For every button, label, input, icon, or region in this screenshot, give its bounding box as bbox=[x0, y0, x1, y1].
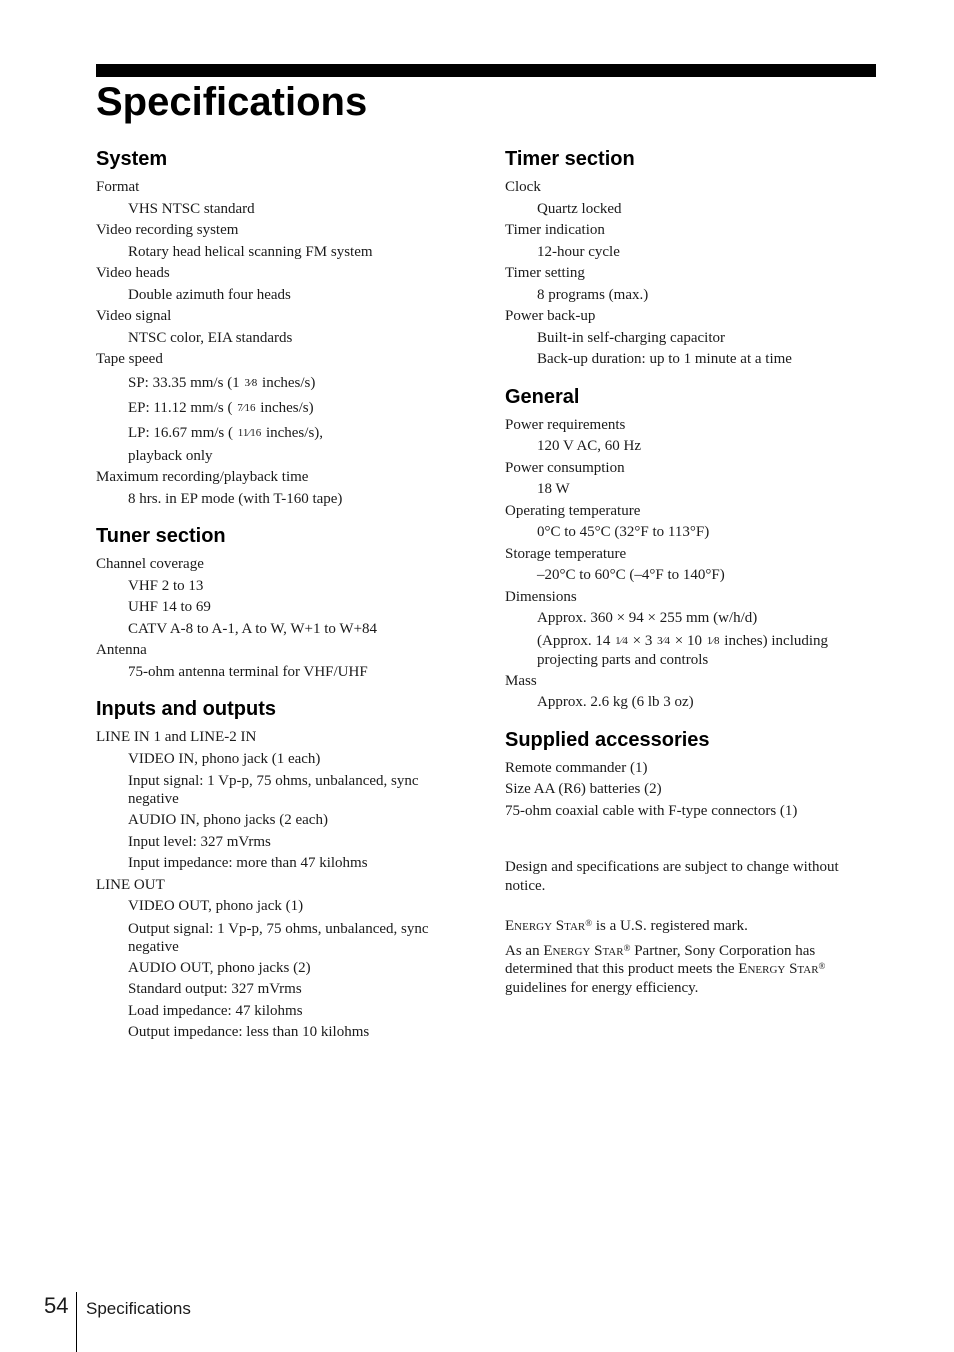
spec-value: 75-ohm antenna terminal for VHF/UHF bbox=[128, 663, 368, 680]
spec-value: 18 W bbox=[537, 481, 570, 497]
accessory-item: 75-ohm coaxial cable with F-type connectors (1) bbox=[505, 802, 798, 819]
spec-value: Rotary head helical scanning FM system bbox=[128, 243, 373, 260]
spec-term: Power back-up bbox=[505, 308, 596, 324]
tape-speed-sp bbox=[96, 371, 456, 396]
system-heading: System bbox=[96, 148, 168, 170]
registered-mark: ® bbox=[818, 961, 826, 971]
spec-value: Input impedance: more than 47 kilohms bbox=[128, 855, 368, 871]
spacer bbox=[505, 895, 877, 917]
spec-term: Antenna bbox=[96, 642, 147, 658]
system-section bbox=[96, 147, 456, 510]
spec-value: VIDEO OUT, phono jack (1) bbox=[128, 898, 304, 914]
spec-value: Built-in self-charging capacitor bbox=[537, 329, 725, 346]
spec-term: Power requirements bbox=[505, 416, 626, 433]
spec-value: AUDIO IN, phono jacks (2 each) bbox=[128, 812, 328, 828]
registered-mark: ® bbox=[623, 942, 631, 953]
spec-term: Video signal bbox=[96, 308, 172, 324]
title-rule bbox=[96, 64, 876, 77]
dim-fraction: 1⁄8 bbox=[706, 634, 720, 647]
spec-value: CATV A-8 to A-1, A to W, W+1 to W+84 bbox=[128, 620, 378, 637]
tuner-heading: Tuner section bbox=[96, 525, 226, 547]
spec-value: NTSC color, EIA standards bbox=[128, 329, 293, 346]
io-heading: Inputs and outputs bbox=[96, 698, 276, 720]
spec-term: Operating temperature bbox=[505, 502, 641, 519]
timer-section bbox=[505, 147, 877, 371]
dimensions-inches bbox=[505, 630, 877, 671]
general-section bbox=[505, 385, 877, 714]
energy-star-name: Energy Star bbox=[505, 918, 586, 934]
spec-value: 0°C to 45°C (32°F to 113°F) bbox=[537, 524, 710, 540]
spec-term: Clock bbox=[505, 179, 541, 195]
accessories-section bbox=[505, 728, 877, 823]
energy-star-name: Energy Star bbox=[543, 942, 624, 959]
energy-star-text: Partner, Sony Corporation has determined that this product meets the bbox=[505, 942, 816, 977]
ep-fraction: 7⁄16 bbox=[237, 401, 256, 414]
spec-value: –20°C to 60°C (–4°F to 140°F) bbox=[537, 567, 725, 583]
lp-unit: inches/s), bbox=[262, 424, 324, 441]
spacer bbox=[505, 836, 877, 858]
spec-term: LINE OUT bbox=[96, 876, 165, 893]
spec-term: LINE IN 1 and LINE-2 IN bbox=[96, 729, 257, 745]
accessory-item: Size AA (R6) batteries (2) bbox=[505, 781, 662, 797]
energy-star-text: As an bbox=[505, 942, 544, 959]
energy-star-mark-note bbox=[505, 917, 877, 936]
spec-term: Channel coverage bbox=[96, 556, 204, 572]
ep-text: EP: 11.12 mm/s ( bbox=[128, 399, 237, 416]
energy-star-name: Energy Star bbox=[738, 961, 819, 977]
spec-value: Back-up duration: up to 1 minute at a time bbox=[537, 351, 792, 367]
spec-value: VHS NTSC standard bbox=[128, 200, 255, 217]
dim-text: × 10 bbox=[670, 632, 706, 649]
registered-mark: ® bbox=[585, 918, 593, 928]
page-number: 54 bbox=[44, 1293, 69, 1318]
energy-star-text: is a U.S. registered mark. bbox=[592, 918, 748, 934]
change-notice: Design and specifications are subject to change without notice. bbox=[505, 859, 839, 894]
spec-term: Storage temperature bbox=[505, 545, 627, 562]
lp-note: playback only bbox=[128, 447, 213, 464]
spec-value: VHF 2 to 13 bbox=[128, 577, 204, 594]
spec-value: VIDEO IN, phono jack (1 each) bbox=[128, 750, 321, 767]
tape-speed-ep bbox=[96, 396, 456, 421]
sp-fraction: 3⁄8 bbox=[244, 376, 258, 389]
spec-value: 8 hrs. in EP mode (with T-160 tape) bbox=[128, 490, 343, 507]
spec-term: Mass bbox=[505, 672, 537, 689]
spec-value: Approx. 360 × 94 × 255 mm (w/h/d) bbox=[537, 610, 758, 626]
footer-section-label: Specifications bbox=[86, 1299, 191, 1318]
dim-fraction: 3⁄4 bbox=[657, 634, 670, 647]
lp-fraction: 11⁄16 bbox=[237, 426, 262, 439]
footer-divider bbox=[76, 1292, 77, 1352]
energy-star-text: guidelines for energy efficiency. bbox=[505, 979, 699, 996]
energy-star-partner-note bbox=[505, 942, 877, 998]
left-column bbox=[96, 147, 456, 1058]
spec-value: Approx. 2.6 kg (6 lb 3 oz) bbox=[537, 694, 694, 710]
dim-text: × 3 bbox=[628, 632, 657, 649]
lp-text: LP: 16.67 mm/s ( bbox=[128, 424, 237, 441]
accessories-heading: Supplied accessories bbox=[505, 728, 710, 751]
spec-value: Double azimuth four heads bbox=[128, 286, 291, 303]
spec-term: Dimensions bbox=[505, 588, 577, 605]
dim-fraction: 1⁄4 bbox=[615, 634, 628, 647]
dim-text: (Approx. 14 bbox=[537, 632, 615, 649]
general-heading: General bbox=[505, 385, 580, 408]
spec-value: Load impedance: 47 kilohms bbox=[128, 1002, 303, 1019]
spec-value: 120 V AC, 60 Hz bbox=[537, 438, 642, 454]
spec-term: Video recording system bbox=[96, 222, 239, 238]
spec-value: AUDIO OUT, phono jacks (2) bbox=[128, 959, 311, 976]
spec-value: Quartz locked bbox=[537, 200, 622, 217]
spec-value: 8 programs (max.) bbox=[537, 286, 649, 303]
spec-value: Input level: 327 mVrms bbox=[128, 833, 271, 850]
spec-term: Timer indication bbox=[505, 222, 605, 238]
page-title: Specifications bbox=[96, 80, 368, 124]
spec-value: Input signal: 1 Vp-p, 75 ohms, unbalanced, sync negative bbox=[128, 773, 419, 807]
spec-value: Standard output: 327 mVrms bbox=[128, 981, 302, 997]
accessory-item: Remote commander (1) bbox=[505, 759, 648, 776]
timer-heading: Timer section bbox=[505, 148, 635, 170]
spec-value: 12-hour cycle bbox=[537, 243, 620, 260]
spec-value: Output signal: 1 Vp-p, 75 ohms, unbalanced, sync negative bbox=[128, 920, 429, 955]
tuner-section bbox=[96, 524, 456, 683]
ep-unit: inches/s) bbox=[256, 399, 314, 416]
spec-term: Tape speed bbox=[96, 351, 163, 367]
dim-text: inches) including projecting parts and controls bbox=[537, 632, 829, 668]
sp-unit: inches/s) bbox=[258, 374, 316, 391]
right-column bbox=[505, 147, 877, 997]
spec-term: Format bbox=[96, 179, 140, 195]
sp-text: SP: 33.35 mm/s (1 bbox=[128, 374, 244, 391]
spec-term: Power consumption bbox=[505, 459, 625, 476]
spec-term: Timer setting bbox=[505, 265, 585, 281]
io-section bbox=[96, 697, 456, 1044]
tape-speed-lp bbox=[96, 421, 456, 446]
spec-value: UHF 14 to 69 bbox=[128, 599, 211, 615]
spec-term: Maximum recording/playback time bbox=[96, 469, 309, 485]
spec-term: Video heads bbox=[96, 265, 170, 281]
spec-value: Output impedance: less than 10 kilohms bbox=[128, 1024, 370, 1040]
